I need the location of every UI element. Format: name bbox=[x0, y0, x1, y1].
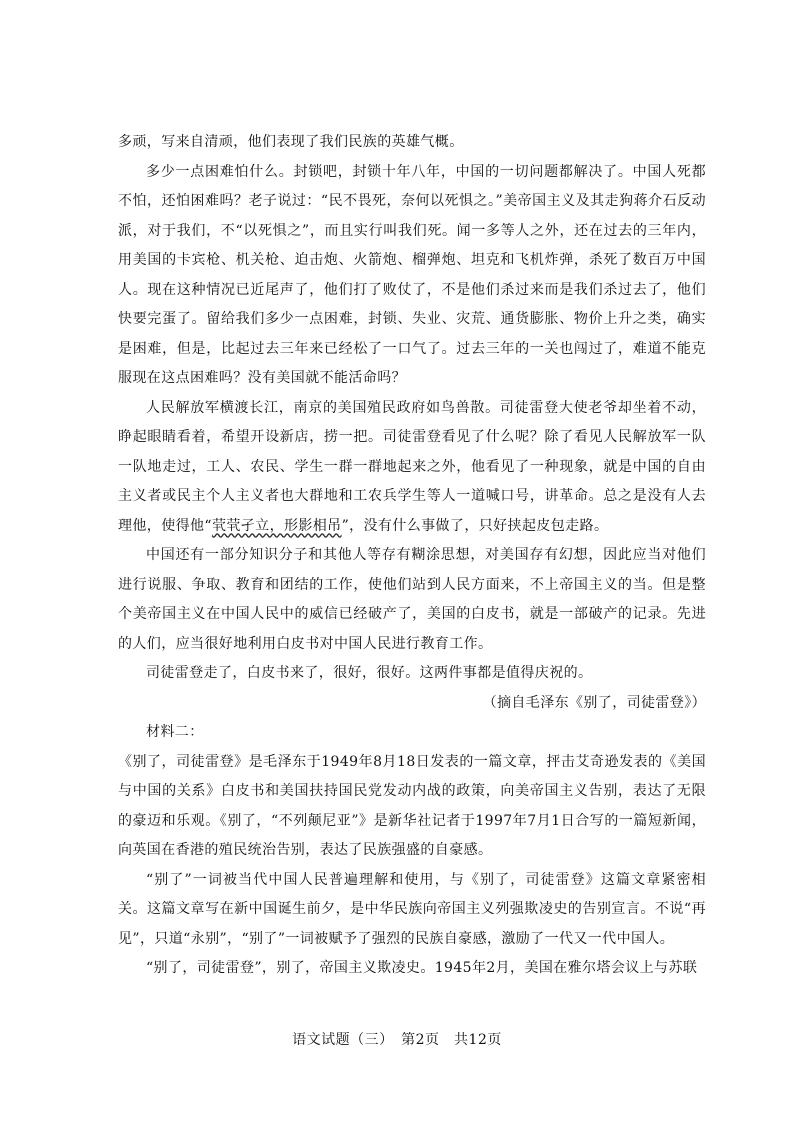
paragraph-6-rest: 《美国与中国的关系》白皮书和美国扶持国民党发动内战的政策，向美帝国主义告别，表达了无限的豪迈和乐观。《别了，“不列颠尼亚”》是新华社记者于1997年7月1日合写的一篇短新闻，向英国在香港的殖民统治告别，表达了民族强盛的自豪感。 bbox=[118, 753, 706, 858]
paragraph-1: 多顽，写来自清顽，他们表现了我们民族的英雄气概。 bbox=[118, 134, 464, 150]
paragraph-3-text: 人民解放军横渡长江，南京的美国殖民政府如鸟兽散。司徒雷登大使老爷却坐着不动，睁起眼睛看着，希望开设新店，捞一把。司徒雷登看见了什么呢？除了看见人民解放军一队一队地走过，工人、农民、学生一群一群地起来之外，他看见了一种现象，就是中国的自由主义者或民主个人主义者也大群地和工农兵学生等人一道喊口号，讲革命。总之是没有人去理他，使得他“ bbox=[118, 399, 706, 534]
paragraph-3-tail-b: ，只好挟起皮包走路。 bbox=[464, 517, 609, 534]
article-body bbox=[118, 128, 706, 984]
paragraph-6-head: 《别了，司徒雷登》是毛泽东于1949年8月18日发表的一篇文章，抨击艾奇逊发表的 bbox=[118, 753, 663, 770]
paragraph-7: “别了”一词被当代中国人民普遍理解和使用，与《别了，司徒雷登》这篇文章紧密相关。这篇文章写在新中国诞生前夕，是中华民族向帝国主义列强欺凌史的告别宣言。不说“再见”，只道“永别”，“别了”一词被赋予了强烈的民族自豪感，激励了一代又一代中国人。 bbox=[118, 871, 706, 947]
paragraph-5: 司徒雷登走了，白皮书来了，很好，很好。这两件事都是值得庆祝的。 bbox=[146, 665, 593, 681]
wavy-underlined-phrase: 茕茕孑立，形影相吊 bbox=[211, 517, 342, 534]
page-footer: 语文试题（三） 第2页 共12页 bbox=[292, 1032, 502, 1048]
paragraph-3-tail-a: ”，没有什么事做了 bbox=[341, 517, 465, 534]
source-citation: （摘自毛泽东《别了，司徒雷登》） bbox=[482, 694, 706, 711]
paragraph-6 bbox=[118, 748, 706, 866]
paragraph-4: 中国还有一部分知识分子和其他人等存有糊涂思想，对美国存有幻想，因此应当对他们进行说服、争取、教育和团结的工作，使他们站到人民方面来，不上帝国主义的当。但是整个美帝国主义在中国人民中的威信已经破产了，美国的白皮书，就是一部破产的记录。先进的人们，应当很好地利用白皮书对中国人民进行教育工作。 bbox=[118, 547, 706, 652]
paragraph-3 bbox=[118, 394, 706, 542]
paragraph-2: 多少一点困难怕什么。封锁吧，封锁十年八年，中国的一切问题都解决了。中国人死都不怕，还怕困难吗？老子说过：“民不畏死，奈何以死惧之。”美帝国主义及其走狗蒋介石反动派，对于我们，不“以死惧之”，而且实行叫我们死。闻一多等人之外，还在过去的三年内，用美国的卡宾枪、机关枪、迫击炮、火箭炮、榴弹炮、坦克和飞机炸弹，杀死了数百万中国人。现在这种情况已近尾声了，他们打了败仗了，不是他们杀过来而是我们杀过去了，他们快要完蛋了。留给我们多少一点困难，封锁、失业、灾荒、通货膨胀、物价上升之类，确实是困难，但是，比起过去三年来已经松了一口气了。过去三年的一关也闯过了，难道不能克服现在这点困难吗？没有美国就不能活命吗？ bbox=[118, 163, 706, 386]
paragraph-8: “别了，司徒雷登”，别了，帝国主义欺凌史。1945年2月，美国在雅尔塔会议上与苏联 bbox=[146, 960, 698, 976]
material-two-heading: 材料二： bbox=[146, 724, 204, 740]
